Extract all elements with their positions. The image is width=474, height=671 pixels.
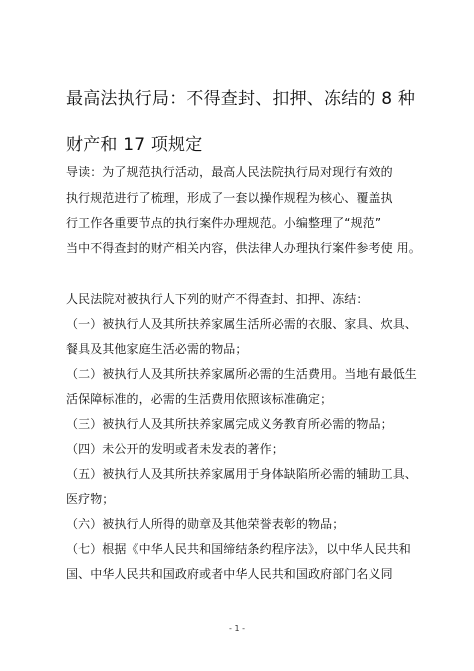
- body-paragraph-line: 国、中华人民共和国政府或者中华人民共和国政府部门名义同: [66, 567, 393, 581]
- intro-line: 当中不得查封的财产相关内容，供法律人办理执行案件参考使 用。: [66, 241, 421, 255]
- body-paragraph-line: （七）根据《中华人民共和国缔结条约程序法》，以中华人民共和: [66, 542, 411, 556]
- body-paragraph-line: 医疗物；: [66, 492, 115, 506]
- body-paragraph-line: （六）被执行人所得的勋章及其他荣誉表彰的物品；: [66, 517, 345, 531]
- body-paragraph-line: （四）未公开的发明或者未发表的著作；: [66, 442, 284, 456]
- document-title-line-1: 最高法执行局：不得查封、扣押、冻结的 8 种: [66, 89, 416, 109]
- body-paragraph-line: （二）被执行人及其所扶养家属所必需的生活费用。当地有最低生: [66, 367, 417, 381]
- intro-line: 导读：为了规范执行活动，最高人民法院执行局对现行有效的: [66, 165, 393, 179]
- document-title-line-2: 财产和 17 项规定: [66, 135, 203, 155]
- body-paragraph-line: （一）被执行人及其所扶养家属生活所必需的衣服、家具、炊具、: [66, 317, 417, 331]
- intro-line: 执行规范进行了梳理，形成了一套以操作规程为核心、覆盖执: [66, 191, 393, 205]
- body-paragraph-line: （五）被执行人及其所扶养家属用于身体缺陷所必需的辅助工具、: [66, 467, 417, 481]
- page-number: - 1 -: [229, 624, 245, 633]
- body-paragraph-line: 餐具及其他家庭生活必需的物品；: [66, 342, 248, 356]
- body-paragraph-line: （三）被执行人及其所扶养家属完成义务教育所必需的物品；: [66, 417, 393, 431]
- intro-line: 行工作各重要节点的执行案件办理规范。小编整理了“规范”: [66, 216, 382, 230]
- body-paragraph-line: 活保障标准的，必需的生活费用依照该标准确定；: [66, 392, 333, 406]
- body-paragraph-line: 人民法院对被执行人下列的财产不得查封、扣押、冻结：: [66, 292, 369, 306]
